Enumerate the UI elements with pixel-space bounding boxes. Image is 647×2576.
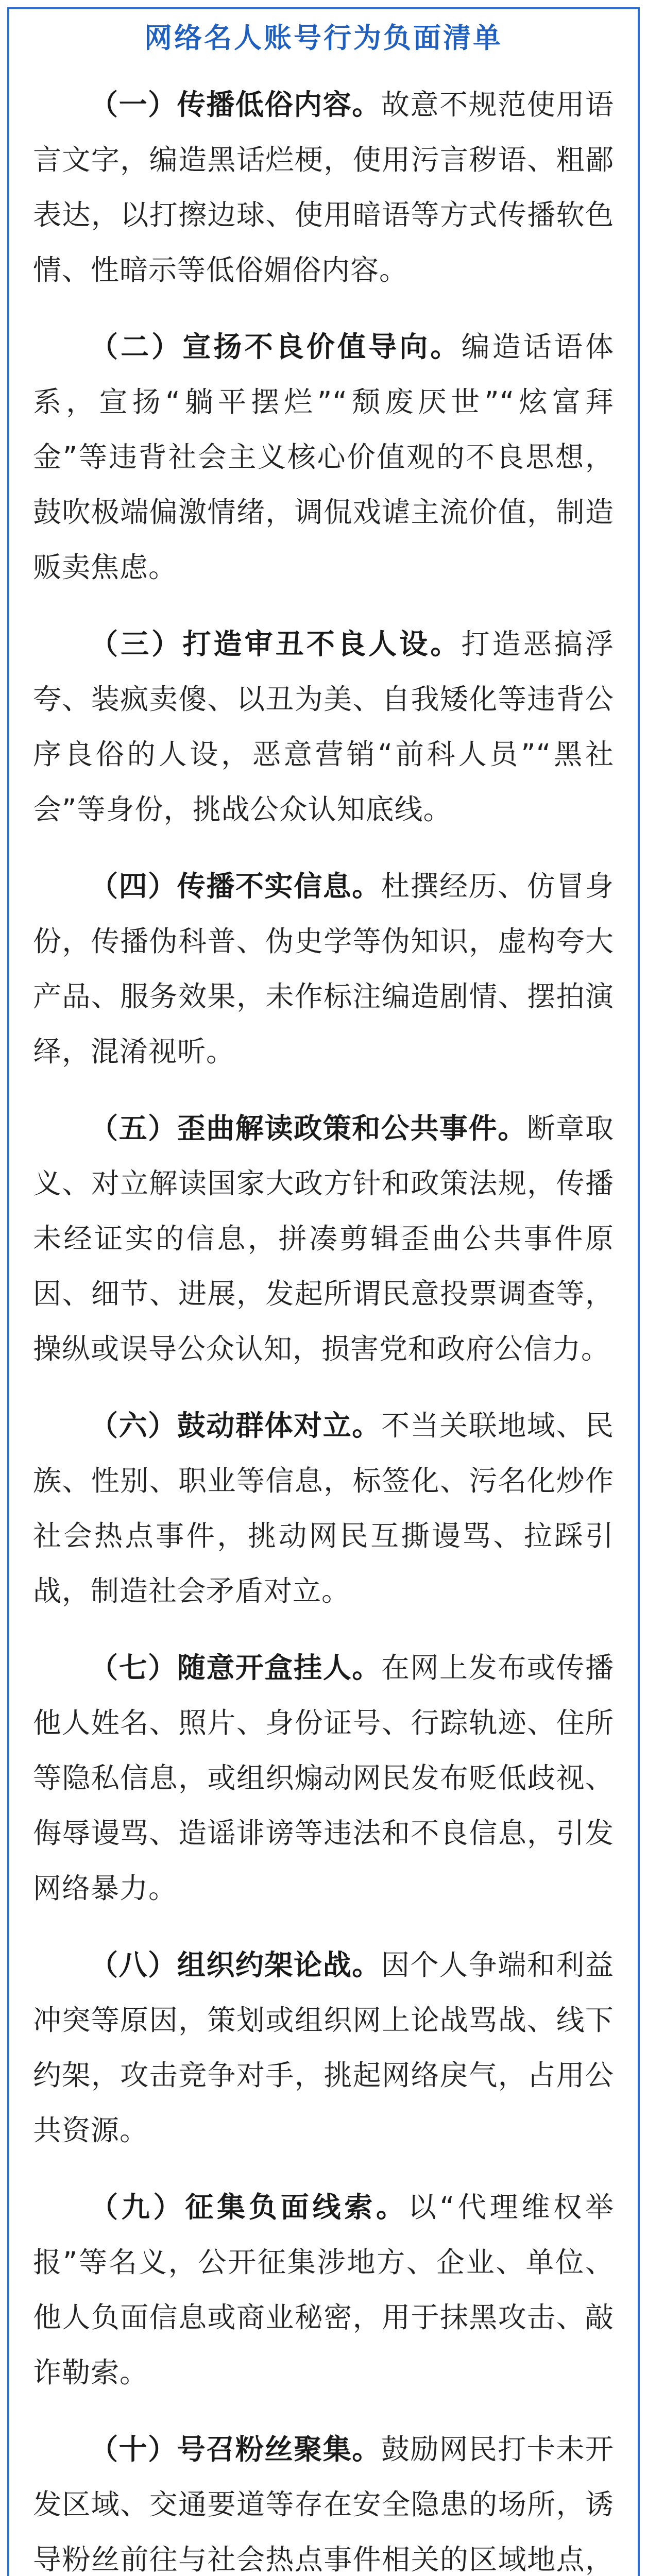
- list-item: [33, 1101, 614, 1377]
- item-body: 以“代理维权举报”等名义，公开征集涉地方、企业、单位、他人负面信息或商业秘密，用于抹黑攻击、敲诈勒索。: [33, 2191, 614, 2389]
- item-heading: （八）组织约架论战。: [90, 1948, 381, 1981]
- item-heading: （一）传播低俗内容。: [90, 88, 381, 121]
- document-title: 网络名人账号行为负面清单: [144, 22, 503, 54]
- list-item: [33, 2180, 614, 2400]
- list-item: [33, 617, 614, 837]
- list-item: [33, 2422, 614, 2576]
- list-item: [33, 1640, 614, 1916]
- item-body: 断章取义、对立解读国家大政方针和政策法规，传播未经证实的信息，拼凑剪辑歪曲公共事件原因、细节、进展，发起所谓民意投票调查等，操纵或误导公众认知，损害党和政府公信力。: [33, 1112, 614, 1365]
- list-item: [33, 77, 614, 298]
- list-item: [33, 319, 614, 595]
- item-heading: （六）鼓动群体对立。: [90, 1409, 381, 1442]
- item-body: 故意不规范使用语言文字，编造黑话烂梗，使用污言秽语、粗鄙表达，以打擦边球、使用暗语等方式传播软色情、性暗示等低俗媚俗内容。: [33, 88, 614, 286]
- list-item: [33, 1398, 614, 1619]
- item-heading: （十）号召粉丝聚集。: [90, 2433, 381, 2466]
- item-heading: （二）宣扬不良价值导向。: [90, 330, 462, 363]
- item-body: 不当关联地域、民族、性别、职业等信息，标签化、污名化炒作社会热点事件，挑动网民互撕谩骂、拉踩引战，制造社会矛盾对立。: [33, 1409, 614, 1607]
- item-heading: （三）打造审丑不良人设。: [90, 628, 462, 660]
- list-item: [33, 1938, 614, 2158]
- item-heading: （七）随意开盒挂人。: [90, 1651, 381, 1684]
- item-body: 杜撰经历、仿冒身份，传播伪科普、伪史学等伪知识，虚构夸大产品、服务效果，未作标注编造剧情、摆拍演绎，混淆视听。: [33, 870, 614, 1068]
- item-heading: （九）征集负面线索。: [90, 2191, 408, 2224]
- item-body: 因个人争端和利益冲突等原因，策划或组织网上论战骂战、线下约架，攻击竞争对手，挑起网络戾气，占用公共资源。: [33, 1948, 614, 2147]
- list-item: [33, 859, 614, 1079]
- item-list: [33, 77, 614, 2576]
- article-frame: [7, 7, 640, 2576]
- item-body: 鼓励网民打卡未开发区域、交通要道等存在安全隐患的场所，诱导粉丝前往与社会热点事件相关的区域地点，: [33, 2433, 614, 2576]
- item-heading: （四）传播不实信息。: [90, 870, 381, 903]
- item-heading: （五）歪曲解读政策和公共事件。: [90, 1112, 527, 1145]
- item-body: 编造话语体系，宣扬“躺平摆烂”“颓废厌世”“炫富拜金”等违背社会主义核心价值观的不良思想，鼓吹极端偏激情绪，调侃戏谑主流价值，制造贩卖焦虑。: [33, 330, 614, 584]
- item-body: 打造恶搞浮夸、装疯卖傻、以丑为美、自我矮化等违背公序良俗的人设，恶意营销“前科人员”“黑社会”等身份，挑战公众认知底线。: [33, 628, 614, 826]
- item-body: 在网上发布或传播他人姓名、照片、身份证号、行踪轨迹、住所等隐私信息，或组织煽动网民发布贬低歧视、侮辱谩骂、造谣诽谤等违法和不良信息，引发网络暴力。: [33, 1651, 614, 1905]
